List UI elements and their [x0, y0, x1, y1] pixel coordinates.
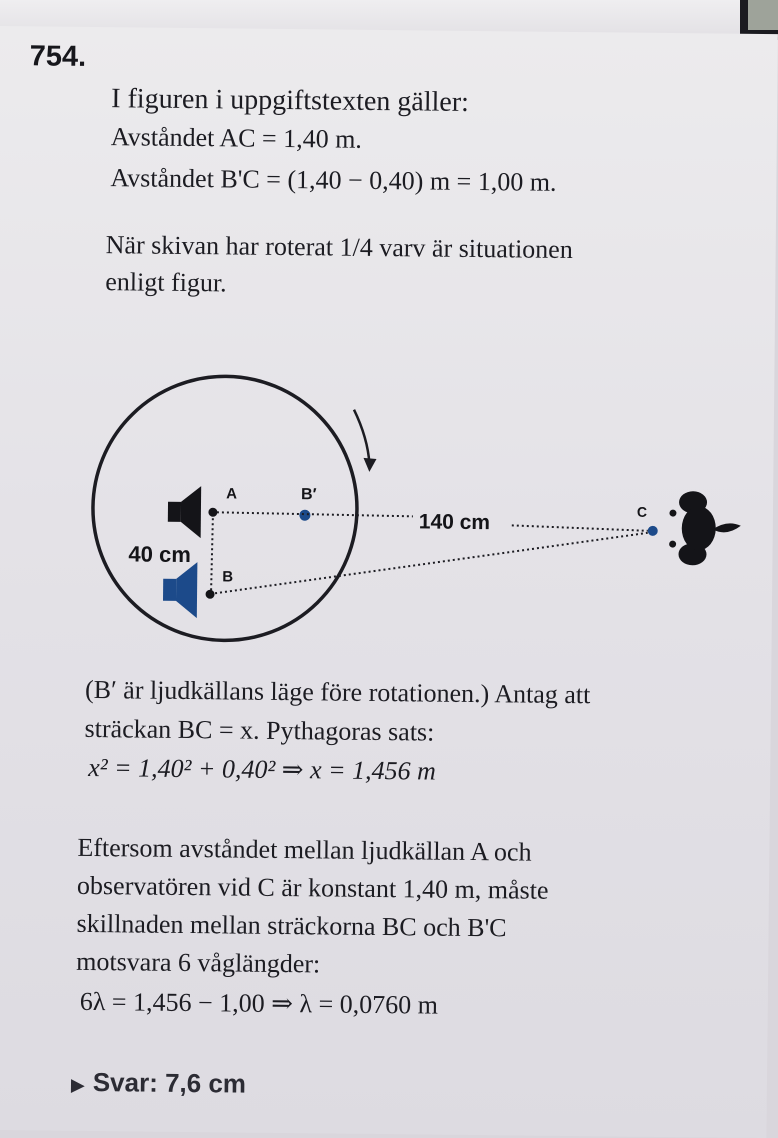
point-b-prime — [299, 510, 310, 521]
distance-ac-line: Avståndet AC = 1,40 m. — [110, 122, 363, 154]
rotation-line-1: När skivan har roterat 1/4 varv är situationen — [105, 230, 573, 265]
figure-diagram — [83, 347, 746, 664]
point-b — [206, 590, 215, 599]
problem-intro: I figuren i uppgiftstexten gäller: — [111, 83, 470, 118]
answer-text: Svar: 7,6 cm — [92, 1067, 247, 1099]
answer — [71, 1067, 246, 1100]
label-b: B — [222, 568, 234, 586]
label-c: C — [636, 503, 648, 520]
rotation-arrowhead-icon — [363, 458, 376, 472]
point-c — [648, 526, 658, 536]
book-page — [0, 26, 778, 1138]
solution-para2-line3: skillnaden mellan sträckorna BC och B'C — [76, 908, 507, 943]
solution-para2-line4: motsvara 6 våglängder: — [76, 946, 321, 979]
rotating-disc — [92, 375, 359, 642]
speaker-icon — [163, 562, 198, 618]
triangle-right-icon: ▶ — [70, 1074, 85, 1095]
distance-bc-line: Avståndet B'C = (1,40 − 0,40) m = 1,00 m. — [110, 163, 557, 197]
solution-para2-line2: observatören vid C är konstant 1,40 m, måste — [76, 870, 549, 905]
line-a-to-c — [217, 512, 413, 516]
rotation-arrow-icon — [353, 410, 370, 464]
speaker-icon — [168, 486, 202, 538]
solution-para2-line1: Eftersom avståndet mellan ljudkällan A och — [77, 832, 532, 867]
equation-wavelength: 6λ = 1,456 − 1,00 ⇒ λ = 0,0760 m — [79, 986, 439, 1020]
label-140-cm: 140 cm — [418, 510, 491, 535]
problem-number: 754. — [29, 40, 87, 73]
line-b-to-c — [215, 528, 648, 598]
label-40-cm: 40 cm — [128, 541, 191, 568]
equation-pythagoras: x² = 1,40² + 0,40² ⇒ x = 1,456 m — [88, 752, 437, 786]
solution-para1-line2: sträckan BC = x. Pythagoras sats: — [84, 713, 435, 747]
label-b-prime: B′ — [301, 486, 317, 504]
person-top-view-icon — [669, 491, 741, 566]
solution-para1-line1: (B′ är ljudkällans läge före rotationen.) Antag att — [84, 674, 591, 710]
background-corner-light — [748, 0, 778, 30]
line-a-to-b — [211, 518, 213, 590]
point-a — [208, 508, 217, 517]
label-a: A — [226, 485, 238, 503]
rotation-line-2: enligt figur. — [105, 267, 227, 298]
line-a-to-c-end — [512, 525, 648, 530]
